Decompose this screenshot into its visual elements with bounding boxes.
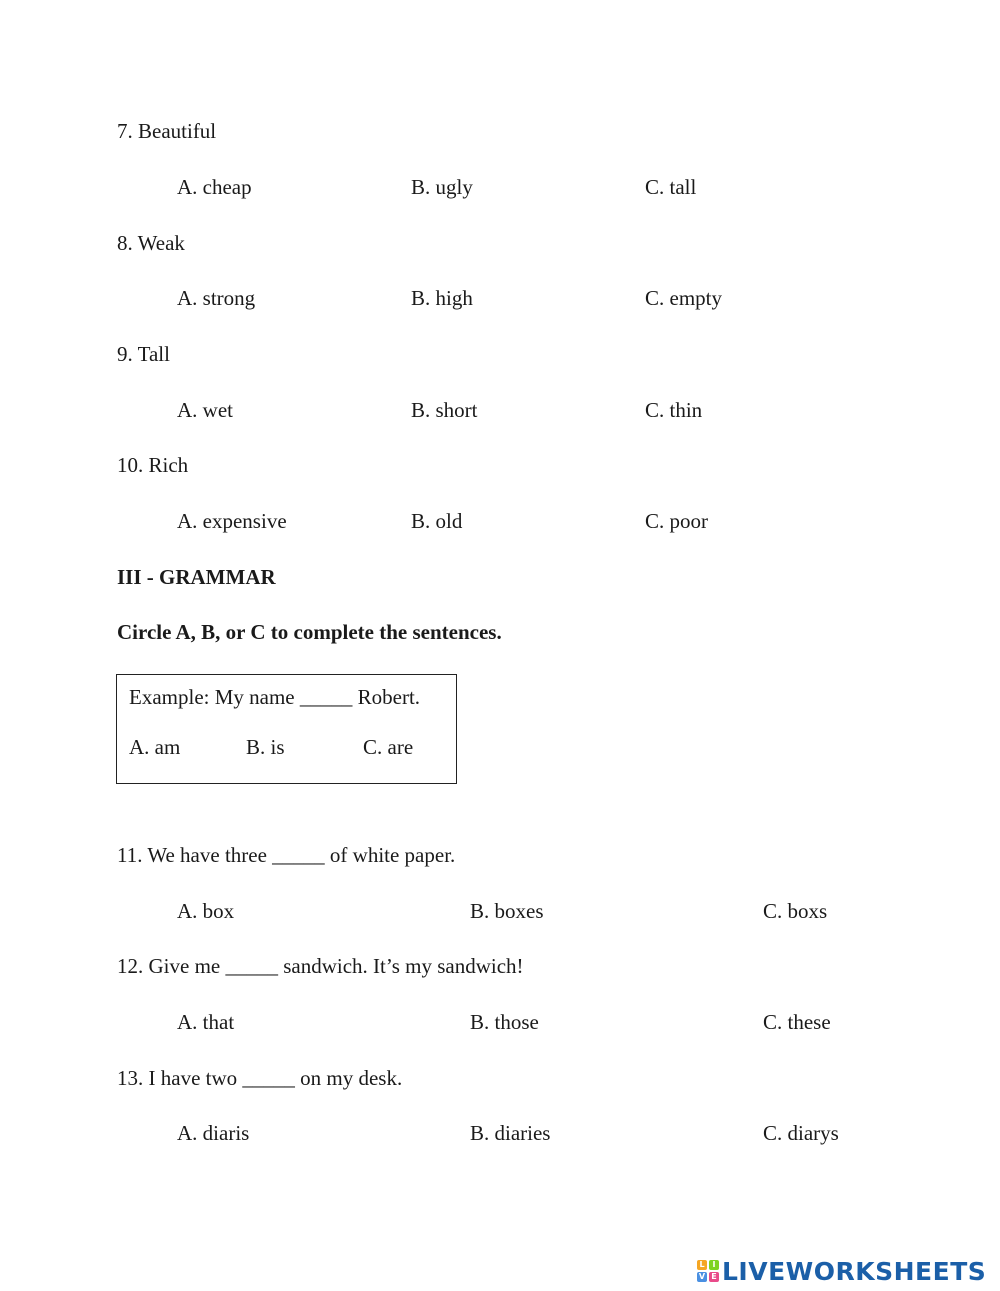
question-text: 10. Rich (117, 453, 189, 477)
option-a[interactable]: A. cheap (177, 175, 252, 199)
option-c[interactable]: C. boxs (763, 899, 828, 923)
option-a[interactable]: A. wet (177, 398, 233, 422)
option-b[interactable]: B. short (411, 398, 478, 422)
option-c[interactable]: C. empty (645, 286, 722, 310)
option-a[interactable]: A. box (177, 899, 235, 923)
question-text: 9. Tall (117, 342, 170, 366)
option-b[interactable]: B. high (411, 286, 473, 310)
section-instruction: Circle A, B, or C to complete the sentences. (117, 620, 502, 644)
question-text: 11. We have three _____ of white paper. (117, 843, 456, 867)
option-b[interactable]: B. those (470, 1010, 539, 1034)
option-a[interactable]: A. expensive (177, 509, 287, 533)
example-option-b: B. is (246, 735, 285, 759)
question-text: 7. Beautiful (117, 119, 217, 143)
option-c[interactable]: C. tall (645, 175, 697, 199)
option-a[interactable]: A. strong (177, 286, 256, 310)
option-b[interactable]: B. ugly (411, 175, 473, 199)
logo-tile: L (697, 1260, 707, 1270)
option-a[interactable]: A. that (177, 1010, 235, 1034)
question-text: 12. Give me _____ sandwich. It’s my sandwich! (117, 954, 524, 978)
question-text: 8. Weak (117, 231, 185, 255)
example-box (116, 674, 457, 784)
example-sentence: Example: My name _____ Robert. (129, 685, 421, 709)
logo-tile: I (709, 1260, 719, 1270)
option-b[interactable]: B. diaries (470, 1121, 551, 1145)
section-heading: III - GRAMMAR (117, 565, 276, 589)
brand-name: LIVEWORKSHEETS (722, 1256, 987, 1286)
option-b[interactable]: B. boxes (470, 899, 544, 923)
option-c[interactable]: C. poor (645, 509, 708, 533)
option-a[interactable]: A. diaris (177, 1121, 250, 1145)
option-c[interactable]: C. diarys (763, 1121, 839, 1145)
option-c[interactable]: C. thin (645, 398, 703, 422)
logo-tile: V (698, 1272, 706, 1281)
logo-tile: E (709, 1272, 719, 1282)
option-b[interactable]: B. old (411, 509, 463, 533)
liveworksheets-logo (697, 1256, 986, 1286)
option-c[interactable]: C. these (763, 1010, 831, 1034)
question-text: 13. I have two _____ on my desk. (117, 1066, 403, 1090)
logo-icon (697, 1260, 719, 1282)
example-option-a: A. am (129, 735, 181, 759)
example-option-c: C. are (363, 735, 414, 759)
